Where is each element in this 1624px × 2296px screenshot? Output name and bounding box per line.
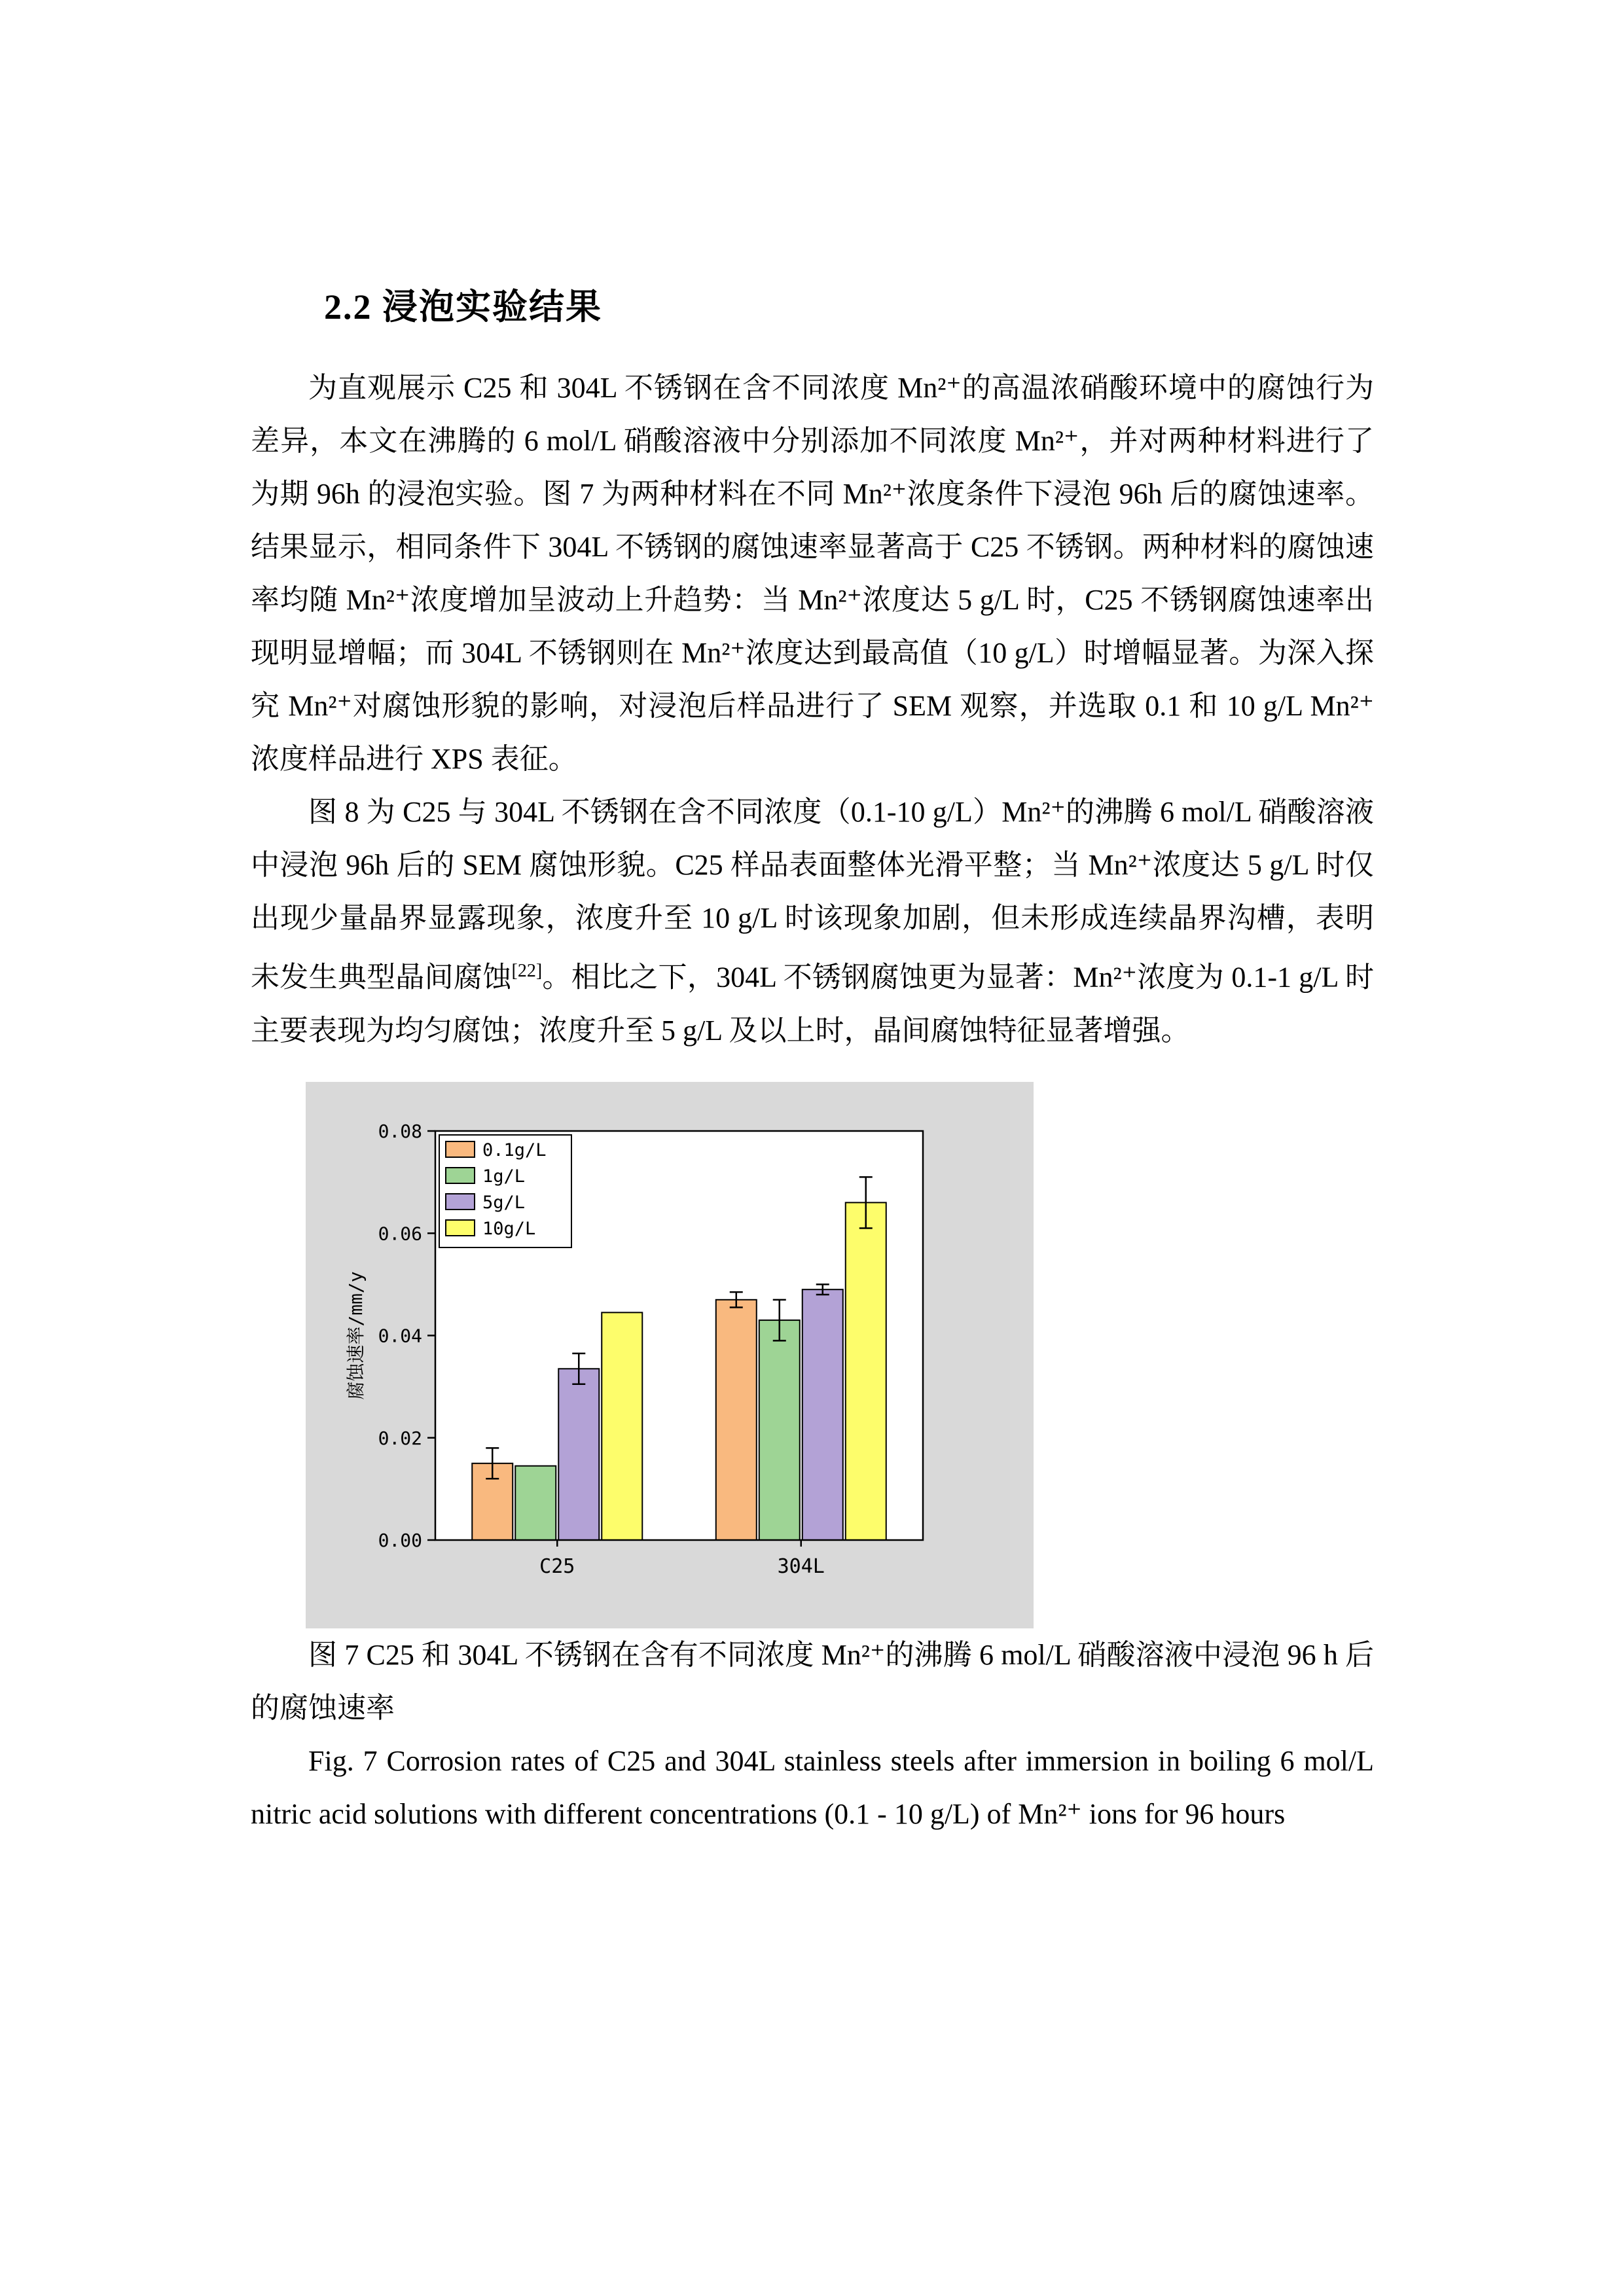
svg-text:0.08: 0.08 <box>378 1120 422 1142</box>
figure-caption-zh: 图 7 C25 和 304L 不锈钢在含有不同浓度 Mn²⁺的沸腾 6 mol/L 硝酸溶液中浸泡 96 h 后的腐蚀速率 <box>251 1638 1374 1724</box>
paragraph-immersion-results: 为直观展示 C25 和 304L 不锈钢在含不同浓度 Mn²⁺的高温浓硝酸环境中的腐蚀行为差异，本文在沸腾的 6 mol/L 硝酸溶液中分别添加不同浓度 Mn²⁺，并对两种材料进行了为期 96h 的浸泡实验。图 7 为两种材料在不同 Mn²⁺浓度条件下浸泡 96h 后的腐蚀速率。结果显示，相同条件下 304L 不锈钢的腐蚀速率显著高于 C25 不锈钢。两种材料的腐蚀速率均随 Mn²⁺浓度增加呈波动上升趋势：当 Mn²⁺浓度达 5 g/L 时，C25 不锈钢腐蚀速率出现明显增幅；而 304L 不锈钢则在 Mn²⁺浓度达到最高值（10 g/L）时增幅显著。为深入探究 Mn²⁺对腐蚀形貌的影响，对浸泡后样品进行了 SEM 观察，并选取 0.1 和 10 g/L Mn²⁺浓度样品进行 XPS 表征。 <box>251 372 1374 775</box>
svg-text:腐蚀速率/mm/y: 腐蚀速率/mm/y <box>345 1271 367 1400</box>
paragraph-sem-morphology <box>251 785 1374 1057</box>
svg-text:0.02: 0.02 <box>378 1427 422 1449</box>
svg-text:0.00: 0.00 <box>378 1529 422 1551</box>
section-heading: 2.2 浸泡实验结果 <box>324 287 602 327</box>
svg-text:5g/L: 5g/L <box>482 1192 526 1213</box>
paragraph-sem-text-cont: 。相比之下，304L 不锈钢腐蚀更为显著：Mn²⁺浓度为 0.1-1 g/L 时主要表现为均匀腐蚀；浓度升至 5 g/L 及以上时，晶间腐蚀特征显著增强。 <box>251 961 1374 1047</box>
figure-7-panel <box>306 1082 1034 1628</box>
svg-text:304L: 304L <box>777 1554 825 1578</box>
citation-ref-22: [22] <box>511 961 543 981</box>
svg-text:1g/L: 1g/L <box>482 1166 526 1187</box>
paragraph-sem-text: 图 8 为 C25 与 304L 不锈钢在含不同浓度（0.1-10 g/L）Mn²⁺的沸腾 6 mol/L 硝酸溶液中浸泡 96h 后的 SEM 腐蚀形貌。C25 样品表面整体光滑平整；当 Mn²⁺浓度达 5 g/L 时仅出现少量晶界显露现象，浓度升至 10 g/L 时该现象加剧，但未形成连续晶界沟槽，表明未发生典型晶间腐蚀 <box>251 796 1374 994</box>
figure-caption-en: Fig. 7 Corrosion rates of C25 and 304L stainless steels after immersion in boiling 6 mol/L nitric acid solutions with different concentrations (0.1 - 10 g/L) of Mn²⁺ ions for 96 hours <box>251 1744 1374 1830</box>
svg-text:C25: C25 <box>539 1554 575 1578</box>
svg-text:0.04: 0.04 <box>378 1325 422 1347</box>
svg-text:0.1g/L: 0.1g/L <box>482 1139 547 1160</box>
corrosion-rate-bar-chart <box>306 1082 1034 1628</box>
svg-text:0.06: 0.06 <box>378 1222 422 1244</box>
svg-text:10g/L: 10g/L <box>482 1218 536 1239</box>
page-content <box>251 287 1374 1840</box>
